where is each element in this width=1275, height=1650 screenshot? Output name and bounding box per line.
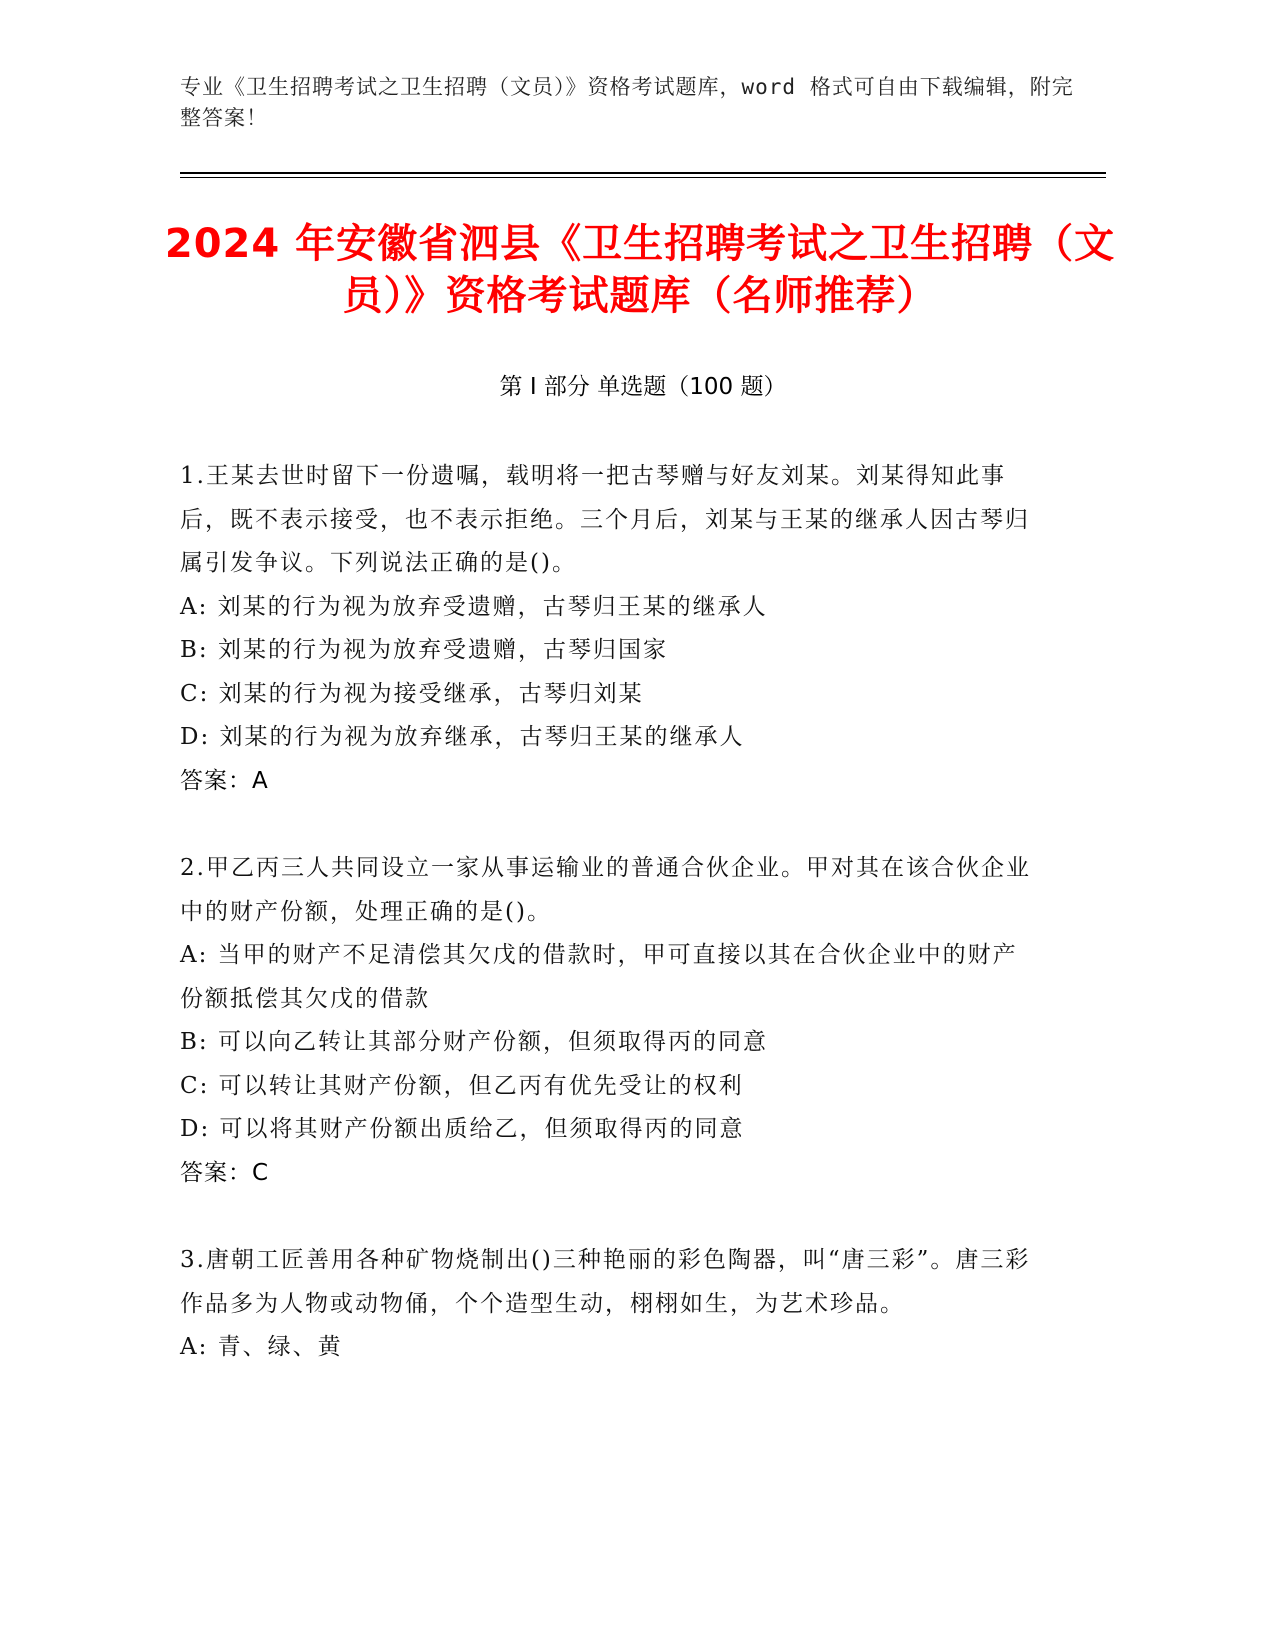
question-stem: 2.甲乙丙三人共同设立一家从事运输业的普通合伙企业。甲对其在该合伙企业中的财产份额，处理正确的是()。 — [180, 855, 1031, 925]
question-2 — [180, 847, 1040, 1195]
section-title: 第 I 部分 单选题（100 题） — [499, 374, 787, 400]
header-note: 专业《卫生招聘考试之卫生招聘（文员）》资格考试题库，word 格式可自由下载编辑，附完整答案！ — [180, 75, 1074, 130]
question-3 — [180, 1239, 1040, 1370]
question-list — [180, 455, 1040, 1414]
option-a: A: 当甲的财产不足清偿其欠戊的借款时，甲可直接以其在合伙企业中的财产份额抵偿其欠戊的借款 — [180, 942, 1018, 1012]
option-c: C: 可以转让其财产份额，但乙丙有优先受让的权利 — [180, 1072, 744, 1099]
header-rule-thin — [180, 177, 1106, 178]
question-stem: 3.唐朝工匠善用各种矿物烧制出()三种艳丽的彩色陶器，叫“唐三彩”。唐三彩作品多为人物或动物俑，个个造型生动，栩栩如生，为艺术珍品。 — [180, 1247, 1031, 1317]
option-d: D: 可以将其财产份额出质给乙，但须取得丙的同意 — [180, 1116, 745, 1142]
option-b: B: 刘某的行为视为放弃受遗赠，古琴归国家 — [180, 637, 668, 663]
question-stem: 1.王某去世时留下一份遗嘱，载明将一把古琴赠与好友刘某。刘某得知此事后，既不表示接受，也不表示拒绝。三个月后，刘某与王某的继承人因古琴归属引发争议。下列说法正确的是()。 — [180, 463, 1030, 576]
question-1 — [180, 455, 1040, 803]
option-a: A: 刘某的行为视为放弃受遗赠，古琴归王某的继承人 — [180, 593, 768, 620]
header-rule-thick — [180, 172, 1106, 174]
answer: 答案：C — [180, 1159, 270, 1186]
document-title: 2024 年安徽省泗县《卫生招聘考试之卫生招聘（文员）》资格考试题库（名师推荐） — [164, 221, 1116, 319]
option-c: C: 刘某的行为视为接受继承，古琴归刘某 — [180, 680, 644, 707]
option-d: D: 刘某的行为视为放弃继承，古琴归王某的继承人 — [180, 724, 745, 750]
option-a: A: 青、绿、黄 — [180, 1334, 343, 1360]
option-b: B: 可以向乙转让其部分财产份额，但须取得丙的同意 — [180, 1029, 768, 1055]
answer: 答案：A — [180, 767, 269, 794]
